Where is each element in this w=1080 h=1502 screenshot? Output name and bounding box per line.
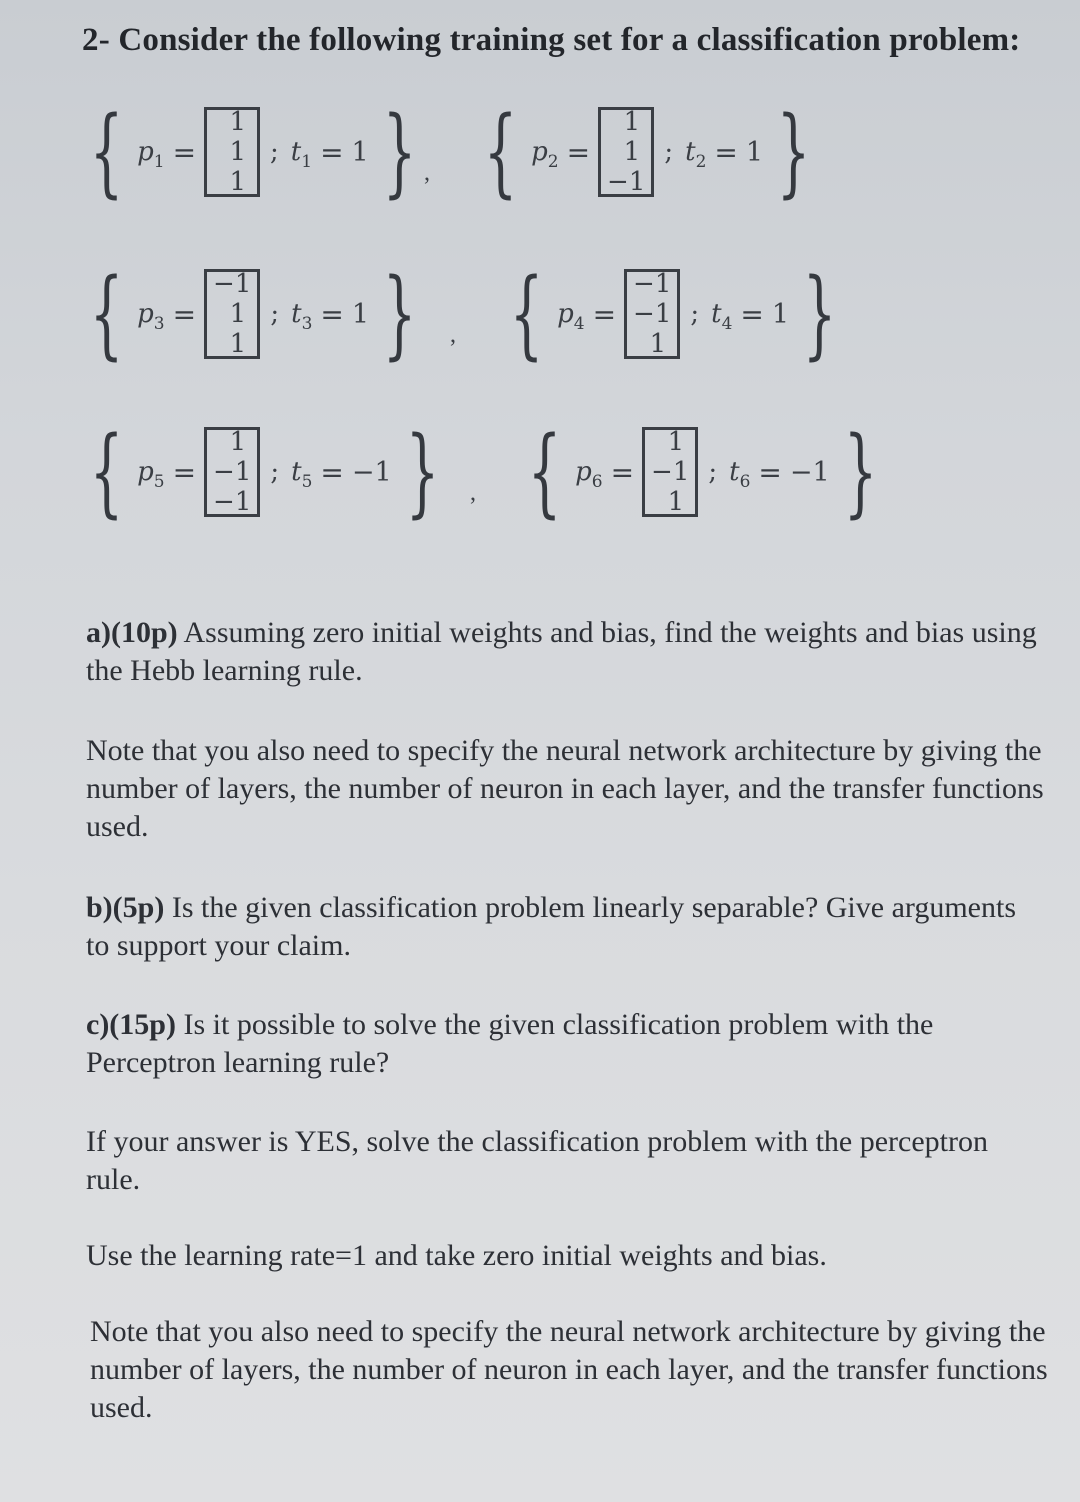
close-brace: } (776, 96, 811, 208)
target-value: −1 (351, 456, 392, 488)
semicolon: ; (270, 457, 280, 487)
input-vector (204, 107, 260, 197)
equals-sign: = (172, 135, 197, 169)
input-vector (624, 269, 680, 359)
vector-cell: 1 (229, 137, 247, 167)
target-label: $t_3$ (291, 299, 313, 334)
close-brace: } (382, 258, 417, 370)
vector-cell: 1 (229, 107, 247, 137)
vector-cell: 1 (229, 329, 247, 359)
question-a-note: Note that you also need to specify the neural network architecture by giving the number of layers, the number of neuron in each layer, and the transfer functions used. (86, 734, 1044, 843)
semicolon: ; (708, 457, 718, 487)
training-sample-2 (470, 96, 824, 208)
target-label: $t_5$ (291, 457, 313, 492)
question-c-text: Is it possible to solve the given classification problem with the Perceptron learning rule? (86, 1008, 934, 1079)
input-vector (204, 427, 260, 517)
equals-sign: = (714, 135, 738, 169)
equals-sign: = (320, 455, 344, 489)
question-b-text: Is the given classification problem linearly separable? Give arguments to support your claim. (86, 891, 1017, 962)
separator-comma: , (450, 322, 456, 348)
equals-sign: = (172, 297, 197, 331)
question-c-rate: Use the learning rate=1 and take zero initial weights and bias. (86, 1239, 827, 1272)
vector-cell: 1 (229, 427, 247, 457)
input-label: $p_1$ (137, 137, 165, 172)
training-sample-1 (76, 96, 430, 208)
vector-cell: −1 (651, 457, 690, 487)
separator-comma: , (424, 160, 430, 186)
equals-sign: = (320, 297, 344, 331)
question-c-note: Note that you also need to specify the neural network architecture by giving the number of layers, the number of neuron in each layer, and the transfer functions used. (90, 1315, 1048, 1424)
open-brace: { (509, 258, 544, 370)
vector-cell: −1 (633, 269, 672, 299)
question-a-text: Assuming zero initial weights and bias, find the weights and bias using the Hebb learning rule. (86, 616, 1037, 687)
vector-cell: −1 (607, 167, 646, 197)
input-label: $p_5$ (137, 457, 165, 492)
close-brace: } (843, 416, 878, 528)
equals-sign: = (566, 135, 591, 169)
training-sample-4 (496, 258, 850, 370)
vector-cell: −1 (213, 457, 252, 487)
equals-sign: = (740, 297, 764, 331)
semicolon: ; (270, 137, 279, 167)
open-brace: { (483, 96, 518, 208)
vector-cell: −1 (213, 487, 252, 517)
target-label: $t_1$ (290, 137, 313, 172)
input-label: $p_6$ (575, 457, 603, 492)
vector-cell: 1 (229, 299, 247, 329)
vector-cell: 1 (667, 427, 685, 457)
equals-sign: = (592, 297, 617, 331)
equals-sign: = (758, 455, 782, 489)
training-sample-5 (76, 416, 453, 528)
question-c-if-yes: If your answer is YES, solve the classification problem with the perceptron rule. (86, 1125, 988, 1196)
vector-cell: −1 (213, 269, 252, 299)
question-c-label: c)(15p) (86, 1008, 176, 1041)
input-label: $p_4$ (557, 299, 585, 334)
input-label: $p_2$ (531, 137, 559, 172)
separator-comma: , (470, 480, 476, 506)
target-value: 1 (351, 136, 369, 168)
question-a (86, 614, 1046, 690)
semicolon: ; (664, 137, 674, 167)
target-label: $t_4$ (711, 299, 733, 334)
target-value: 1 (745, 136, 764, 168)
close-brace: } (405, 416, 440, 528)
question-b-label: b)(5p) (86, 891, 165, 924)
training-sample-6 (514, 416, 891, 528)
vector-cell: 1 (667, 487, 685, 517)
open-brace: { (527, 416, 562, 528)
input-vector (598, 107, 654, 197)
equals-sign: = (172, 455, 197, 489)
question-b (86, 889, 1046, 965)
equals-sign: = (320, 135, 344, 169)
close-brace: } (802, 258, 837, 370)
question-c (86, 1006, 1046, 1082)
target-value: −1 (789, 456, 830, 488)
open-brace: { (89, 96, 124, 208)
semicolon: ; (690, 299, 700, 329)
target-label: $t_2$ (685, 137, 707, 172)
open-brace: { (89, 258, 124, 370)
target-value: 1 (351, 298, 370, 330)
target-value: 1 (771, 298, 790, 330)
vector-cell: 1 (623, 107, 641, 137)
open-brace: { (89, 416, 124, 528)
problem-heading: 2- Consider the following training set for a classification problem: (82, 22, 1021, 58)
vector-cell: 1 (229, 167, 247, 197)
training-sample-3 (76, 258, 430, 370)
input-vector (204, 269, 260, 359)
input-vector (642, 427, 698, 517)
vector-cell: 1 (649, 329, 667, 359)
input-label: $p_3$ (137, 299, 165, 334)
close-brace: } (382, 96, 417, 208)
question-a-label: a)(10p) (86, 616, 178, 649)
vector-cell: 1 (623, 137, 641, 167)
equals-sign: = (610, 455, 635, 489)
target-label: $t_6$ (729, 457, 751, 492)
semicolon: ; (270, 299, 280, 329)
vector-cell: −1 (633, 299, 672, 329)
